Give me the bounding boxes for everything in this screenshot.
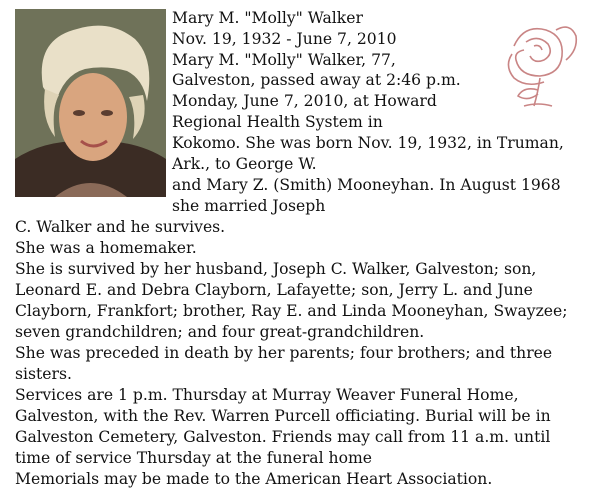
obituary-name-heading: Mary M. "Molly" Walker — [172, 9, 363, 27]
text-line: sisters. — [15, 365, 72, 383]
rose-icon — [494, 16, 584, 111]
text-line: Regional Health System in — [172, 113, 383, 131]
text-line: she married Joseph — [172, 197, 326, 215]
text-line: Monday, June 7, 2010, at Howard — [172, 92, 437, 110]
obituary-dates: Nov. 19, 1932 - June 7, 2010 — [172, 30, 397, 48]
text-line: Kokomo. She was born Nov. 19, 1932, in Truman, — [172, 134, 564, 152]
text-line: C. Walker and he survives. — [15, 218, 226, 236]
text-line: She was preceded in death by her parents; four brothers; and three — [15, 344, 553, 362]
text-line: time of service Thursday at the funeral home — [15, 449, 372, 467]
text-line: Leonard E. and Debra Clayborn, Lafayette; son, Jerry L. and June — [15, 281, 533, 299]
text-line: and Mary Z. (Smith) Mooneyhan. In August 1968 — [172, 176, 561, 194]
text-line: Clayborn, Frankfort; brother, Ray E. and Linda Mooneyhan, Swayzee; — [15, 302, 568, 320]
text-line: seven grandchildren; and four great-grandchildren. — [15, 323, 425, 341]
text-line: She is survived by her husband, Joseph C. Walker, Galveston; son, — [15, 260, 537, 278]
text-line: She was a homemaker. — [15, 239, 197, 257]
text-line: Galveston, with the Rev. Warren Purcell officiating. Burial will be in — [15, 407, 551, 425]
text-line: Mary M. "Molly" Walker, 77, — [172, 51, 396, 69]
text-line: Ark., to George W. — [172, 155, 317, 173]
text-line: Galveston, passed away at 2:46 p.m. — [172, 71, 461, 89]
portrait-photo — [15, 9, 166, 197]
text-line: Services are 1 p.m. Thursday at Murray Weaver Funeral Home, — [15, 386, 519, 404]
text-line: Galveston Cemetery, Galveston. Friends may call from 11 a.m. until — [15, 428, 551, 446]
text-line: Memorials may be made to the American Heart Association. — [15, 470, 493, 488]
